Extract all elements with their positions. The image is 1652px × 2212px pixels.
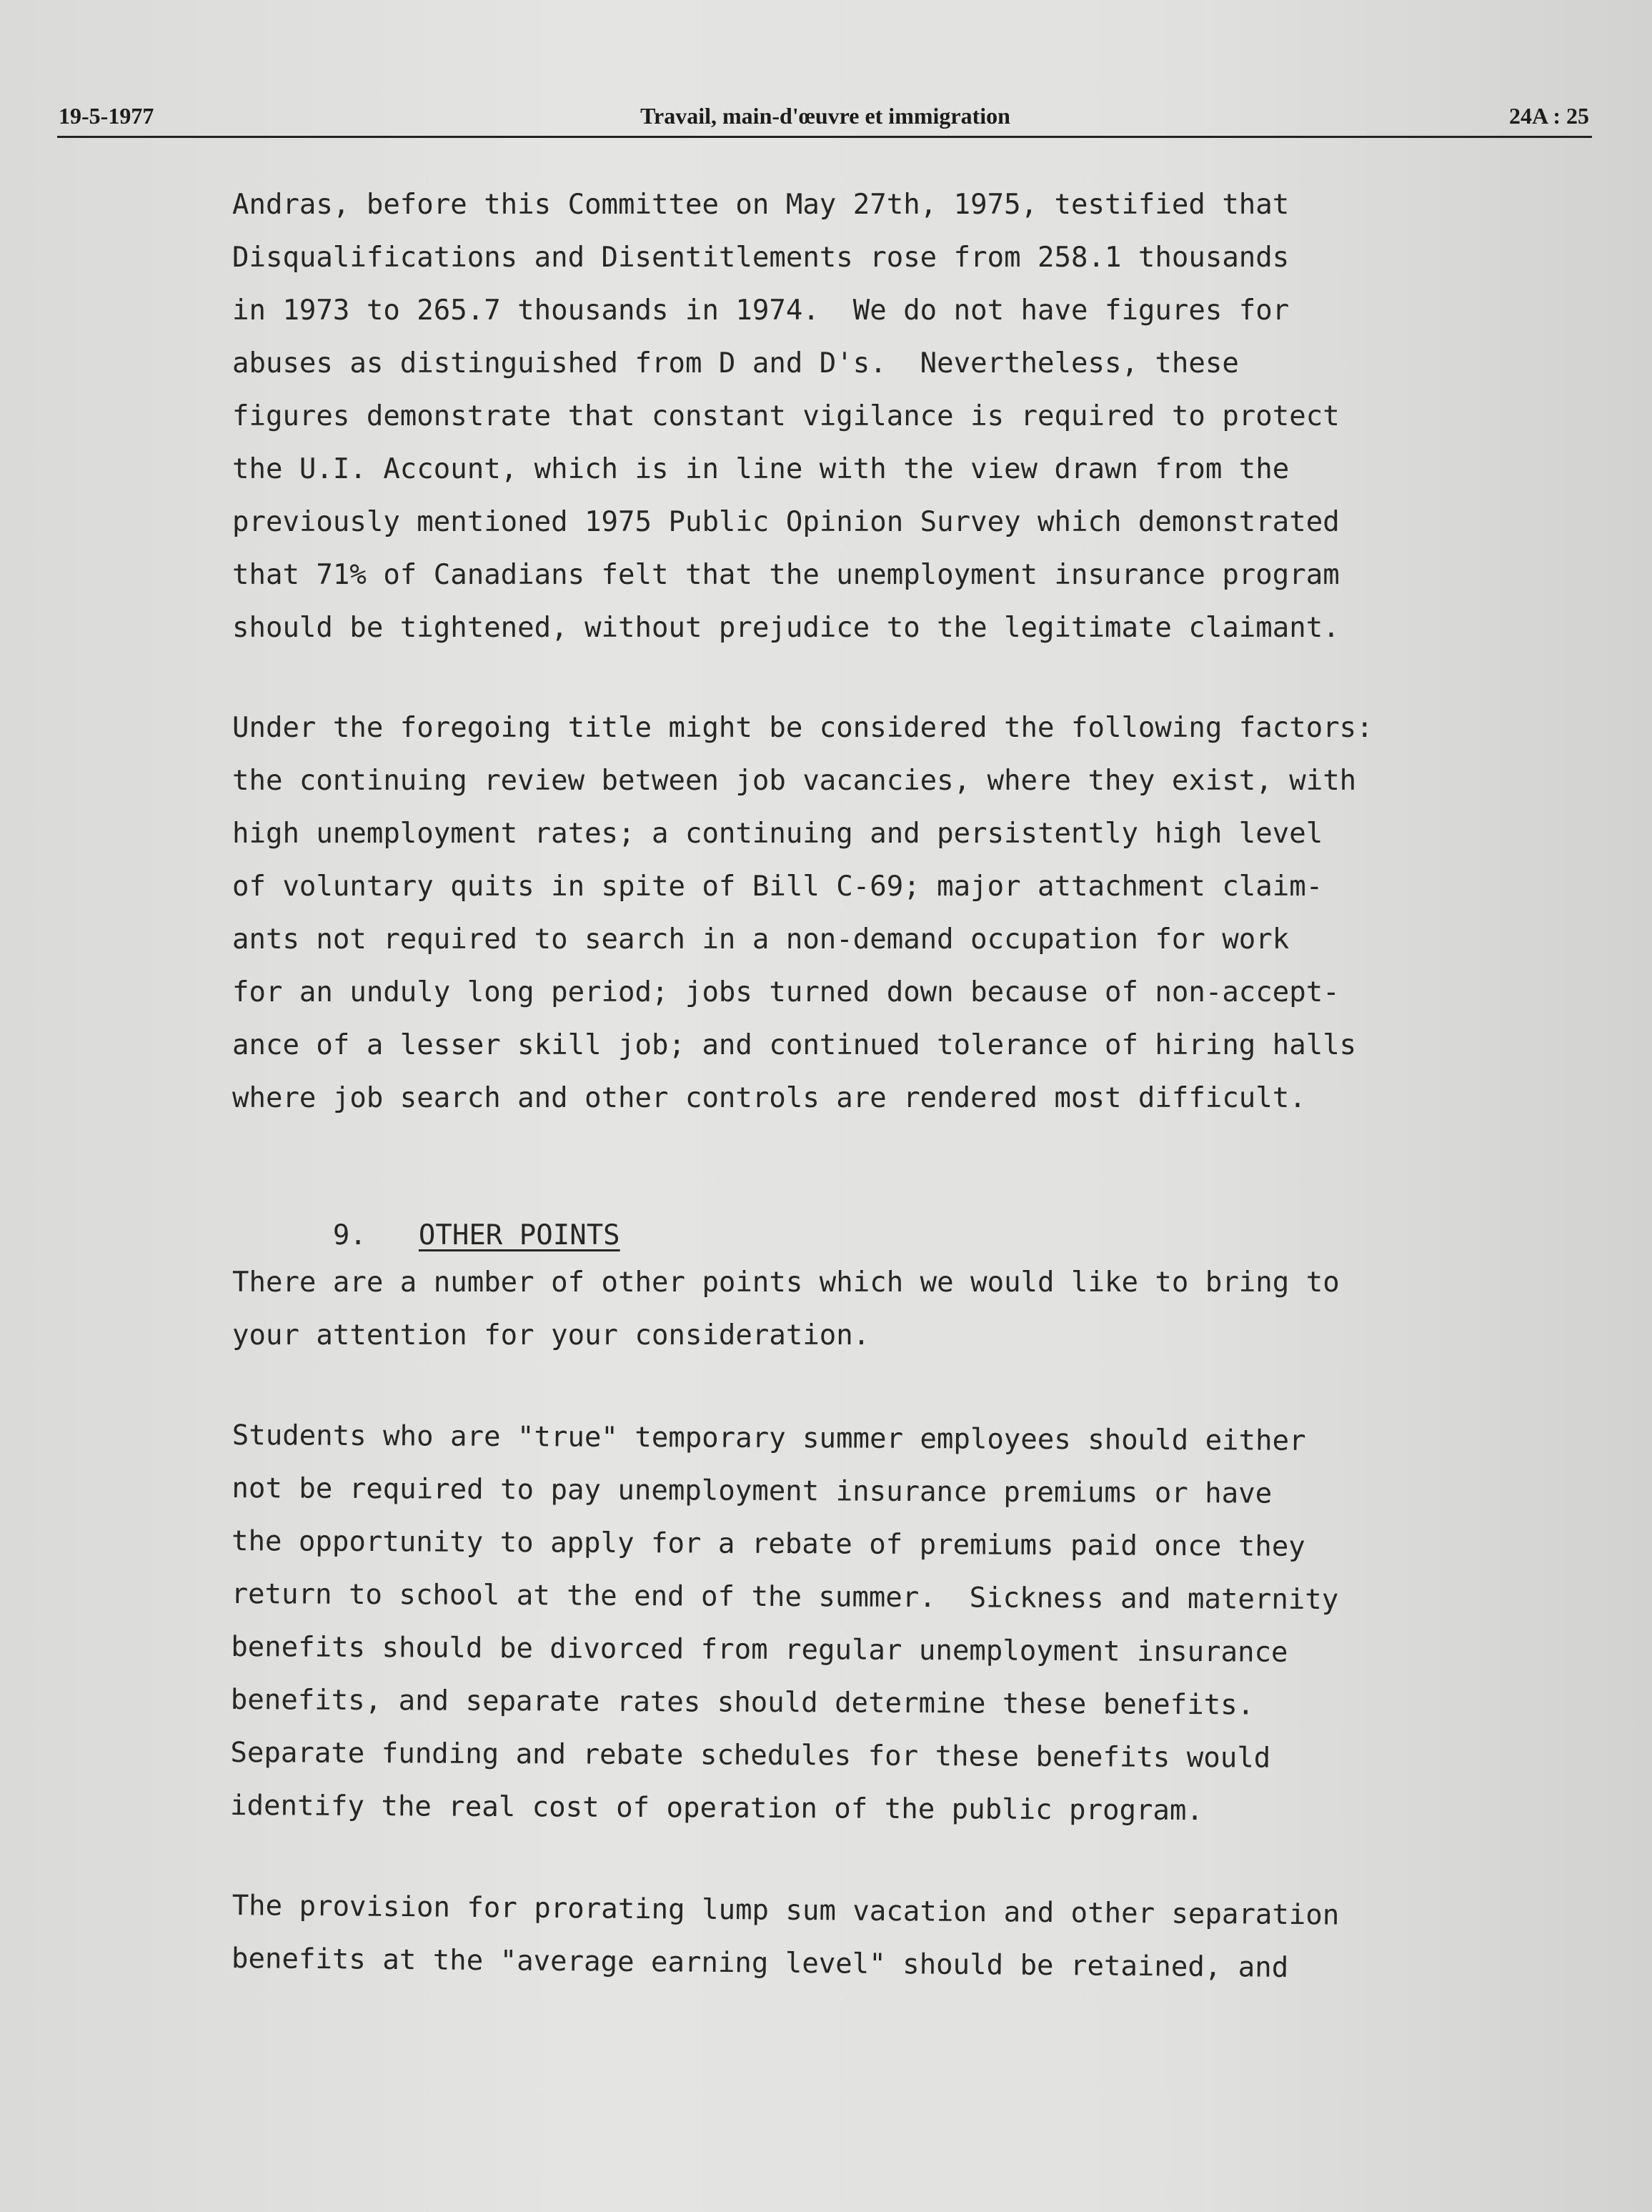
text-line: benefits at the "average earning level" should be retained, and xyxy=(231,1942,1289,1984)
text-line: for an unduly long period; jobs turned down because of non-accept- xyxy=(232,976,1340,1008)
section-title: OTHER POINTS xyxy=(418,1219,620,1251)
text-line: abuses as distinguished from D and D's. Nevertheless, these xyxy=(232,347,1239,380)
text-line: should be tightened, without prejudice to the legitimate claimant. xyxy=(232,612,1340,644)
text-line: previously mentioned 1975 Public Opinion Survey which demonstrated xyxy=(232,506,1340,538)
paragraph-spacer xyxy=(232,655,1447,702)
text-line: ants not required to search in a non-demand occupation for work xyxy=(232,923,1290,956)
header-title: Travail, main-d'œuvre et immigration xyxy=(640,103,1010,129)
header-page-number: 24A : 25 xyxy=(1509,103,1589,129)
text-line: Andras, before this Committee on May 27th, 1975, testified that xyxy=(232,189,1290,221)
text-line: benefits should be divorced from regular unemployment insurance xyxy=(231,1630,1288,1669)
paragraph-foregoing-factors xyxy=(232,702,1447,1125)
text-line: identify the real cost of operation of the public program. xyxy=(229,1789,1204,1827)
text-line: The provision for prorating lump sum vacation and other separation xyxy=(232,1889,1340,1932)
running-header xyxy=(57,100,1592,137)
paragraph-prorating-provision xyxy=(232,1880,1447,1996)
header-date: 19-5-1977 xyxy=(59,103,154,129)
text-line: the U.I. Account, which is in line with the view drawn from the xyxy=(232,453,1290,485)
text-line: Students who are "true" temporary summer employees should either xyxy=(232,1419,1306,1457)
text-line: Disqualifications and Disentitlements rose from 258.1 thousands xyxy=(232,242,1290,274)
paragraph-andras-testimony xyxy=(232,179,1447,655)
body-text xyxy=(229,179,1447,1985)
text-line: the continuing review between job vacancies, where they exist, with xyxy=(232,765,1357,797)
paragraph-spacer xyxy=(232,1362,1447,1409)
text-line: of voluntary quits in spite of Bill C-69; major attachment claim- xyxy=(232,871,1323,903)
section-number: 9. xyxy=(332,1219,367,1251)
text-line: your attention for your consideration. xyxy=(232,1319,870,1351)
text-line: Under the foregoing title might be considered the following factors: xyxy=(232,712,1373,744)
paragraph-students xyxy=(230,1409,1447,1839)
text-line: return to school at the end of the summer. Sickness and maternity xyxy=(231,1577,1339,1617)
text-line: high unemployment rates; a continuing and persistently high level xyxy=(232,818,1323,850)
text-line: benefits, and separate rates should determine these benefits. xyxy=(230,1683,1255,1722)
text-line: figures demonstrate that constant vigilance is required to protect xyxy=(232,400,1340,432)
text-line: the opportunity to apply for a rebate of premiums paid once they xyxy=(231,1524,1305,1563)
paragraph-spacer xyxy=(232,1125,1447,1156)
text-line: where job search and other controls are rendered most difficult. xyxy=(232,1082,1306,1114)
text-line: that 71% of Canadians felt that the unemployment insurance program xyxy=(232,559,1340,591)
section-heading xyxy=(232,1156,1447,1251)
paragraph-other-points-intro xyxy=(232,1256,1447,1362)
text-line: in 1973 to 265.7 thousands in 1974. We do not have figures for xyxy=(232,294,1290,327)
paragraph-spacer xyxy=(232,1832,1447,1880)
text-line: ance of a lesser skill job; and continued tolerance of hiring halls xyxy=(232,1029,1357,1061)
text-line: Separate funding and rebate schedules for these benefits would xyxy=(230,1736,1271,1775)
text-line: not be required to pay unemployment insurance premiums or have xyxy=(232,1472,1273,1510)
header-rule xyxy=(57,136,1592,138)
text-line: There are a number of other points which we would like to bring to xyxy=(232,1266,1340,1299)
